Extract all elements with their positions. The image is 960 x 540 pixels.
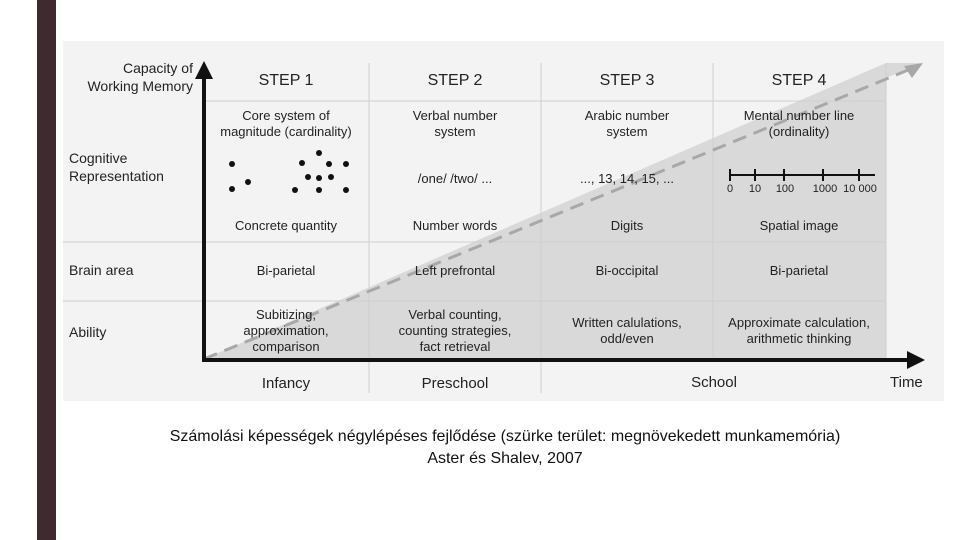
- brain-area: Bi-parietal: [256, 263, 316, 278]
- development-diagram: [63, 41, 944, 401]
- representation-text: Arabic number system: [584, 108, 670, 139]
- ability-text: Subitizing, approximation, comparison: [243, 307, 329, 354]
- dots-illustration: [229, 150, 349, 193]
- row-label-ability: Ability: [69, 324, 107, 340]
- example-caption: Spatial image: [759, 218, 839, 233]
- tick-label: 0: [726, 183, 734, 195]
- period-label: Preschool: [421, 375, 489, 392]
- tick-label: 10 000: [843, 183, 877, 195]
- example-caption: Digits: [610, 218, 644, 233]
- example-number-words: /one/ /two/ ...: [417, 171, 493, 186]
- representation-text: Verbal number system: [412, 108, 498, 139]
- representation-text: Mental number line (ordinality): [743, 108, 855, 139]
- figure-caption-source: Aster és Shalev, 2007: [427, 450, 583, 467]
- tick-label: 100: [775, 183, 795, 195]
- step-title: STEP 3: [599, 72, 655, 89]
- row-label-cognitive: Cognitive Representation: [69, 150, 164, 184]
- x-axis-arrowhead: [907, 351, 925, 369]
- x-axis-label: Time: [890, 374, 923, 391]
- period-label: Infancy: [261, 375, 311, 392]
- y-axis-label: Capacity of Working Memory: [87, 60, 193, 94]
- tick-label: 1000: [812, 183, 838, 195]
- example-caption: Concrete quantity: [235, 218, 337, 233]
- brain-area: Bi-parietal: [769, 263, 829, 278]
- brain-area: Bi-occipital: [595, 263, 659, 278]
- example-caption: Number words: [412, 218, 498, 233]
- ability-text: Verbal counting, counting strategies, fact retrieval: [398, 307, 512, 354]
- row-label-brain: Brain area: [69, 262, 134, 278]
- representation-text: Core system of magnitude (cardinality): [220, 108, 352, 139]
- step-title: STEP 2: [427, 72, 483, 89]
- brain-area: Left prefrontal: [414, 263, 496, 278]
- ability-text: Approximate calculation, arithmetic thinking: [728, 315, 870, 346]
- tick-label: 10: [748, 183, 762, 195]
- example-digits: ..., 13, 14, 15, ...: [580, 171, 674, 186]
- step-title: STEP 1: [258, 72, 314, 89]
- ability-text: Written calulations, odd/even: [572, 315, 682, 346]
- figure-caption-line1: Számolási képességek négylépéses fejlődése (szürke terület: megnövekedett munkamemória): [169, 428, 841, 445]
- step-title: STEP 4: [771, 72, 827, 89]
- period-label: School: [691, 374, 737, 391]
